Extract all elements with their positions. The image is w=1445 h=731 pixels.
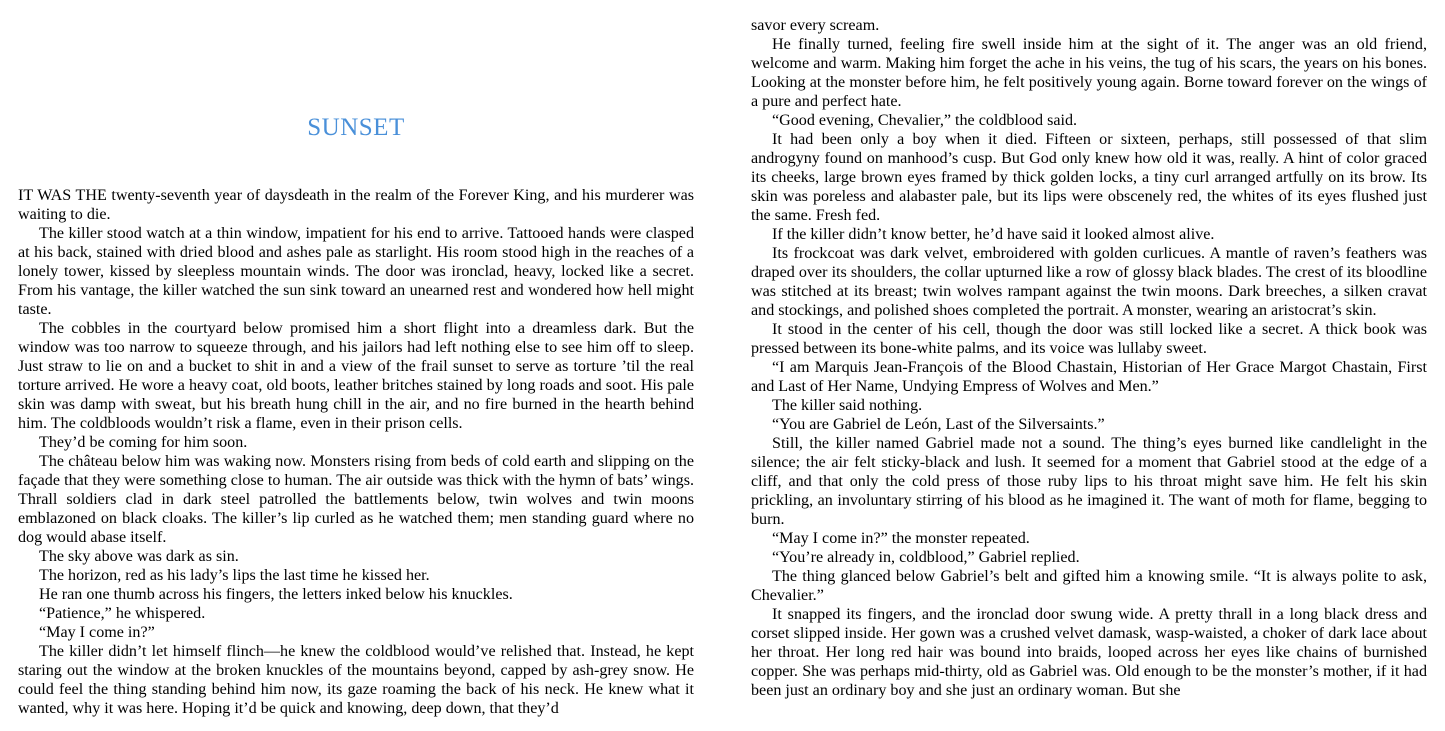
paragraph: “May I come in?” — [39, 624, 155, 641]
paragraph: “You’re already in, coldblood,” Gabriel replied. — [772, 549, 1080, 566]
paragraph: They’d be coming for him soon. — [39, 434, 248, 451]
paragraph: The horizon, red as his lady’s lips the last time he kissed her. — [39, 567, 430, 584]
paragraph: savor every scream. — [751, 17, 880, 34]
right-page — [751, 0, 1427, 731]
left-page-text — [18, 186, 694, 718]
paragraph: “I am Marquis Jean-François of the Blood Chastain, Historian of Her Grace Margot Chastain, First and Last of Her Name, Undying Empress of Wolves and Men.” — [751, 359, 1427, 395]
paragraph: The thing glanced below Gabriel’s belt and gifted him a knowing smile. “It is always polite to ask, Chevalier.” — [751, 568, 1427, 604]
paragraph: The sky above was dark as sin. — [39, 548, 239, 565]
paragraph: He finally turned, feeling fire swell inside him at the sight of it. The anger was an old friend, welcome and warm. Making him forget the ache in his veins, the tug of his scars, the years on his bones. Looking at the monster before him, he felt positively young again. Borne toward forever on the wings of a pure and perfect hate. — [751, 36, 1427, 110]
paragraph: If the killer didn’t know better, he’d have said it looked almost alive. — [772, 226, 1215, 243]
paragraph: The killer didn’t let himself flinch—he knew the coldblood would’ve relished that. Instead, he kept staring out the window at the broken knuckles of the mountains beyond, capped by ash-grey snow. He could feel the thing standing behind him now, its gaze roaming the back of his neck. He knew what it wanted, why it was here. Hoping it’d be quick and knowing, deep down, that they’d — [18, 643, 694, 717]
paragraph: The château below him was waking now. Monsters rising from beds of cold earth and slipping on the façade that they were something close to human. The air outside was thick with the hymn of bats’ wings. Thrall soldiers clad in dark steel patrolled the battlements below, twin wolves and twin moons emblazoned on black cloaks. The killer’s lip curled as he watched them; men standing guard where no dog would abase itself. — [18, 453, 694, 546]
paragraph: “You are Gabriel de León, Last of the Silversaints.” — [772, 416, 1105, 433]
paragraph: The cobbles in the courtyard below promised him a short flight into a dreamless dark. But the window was too narrow to squeeze through, and his jailors had left nothing else to see him off to sleep. Just straw to lie on and a bucket to shit in and a view of the frail sunset to serve as torture ’til the real torture arrived. He wore a heavy coat, old boots, leather britches stained by long roads and soot. His pale skin was damp with sweat, but his breath hung chill in the air, and no fire burned in the hearth behind him. The coldbloods wouldn’t risk a flame, even in their prison cells. — [18, 320, 694, 432]
chapter-title: SUNSET — [307, 114, 405, 141]
paragraph: It stood in the center of his cell, though the door was still locked like a secret. A thick book was pressed between its bone-white palms, and its voice was lullaby sweet. — [751, 321, 1427, 357]
paragraph: IT WAS THE twenty-seventh year of daysdeath in the realm of the Forever King, and his murderer was waiting to die. — [18, 187, 694, 223]
paragraph: Still, the killer named Gabriel made not a sound. The thing’s eyes burned like candlelight in the silence; the air felt sticky-black and lush. It seemed for a moment that Gabriel stood at the edge of a cliff, and that only the cold press of those ruby lips to his throat might save him. He felt his skin prickling, an involuntary stirring of his blood as he imagined it. The want of moth for flame, begging to burn. — [751, 435, 1427, 528]
paragraph: Its frockcoat was dark velvet, embroidered with golden curlicues. A mantle of raven’s feathers was draped over its shoulders, the collar upturned like a row of glossy black blades. The crest of its bloodline was stitched at its breast; twin wolves rampant against the twin moons. Dark breeches, a silken cravat and stockings, and polished shoes completed the portrait. A monster, wearing an aristocrat’s skin. — [751, 245, 1427, 319]
paragraph: The killer stood watch at a thin window, impatient for his end to arrive. Tattooed hands were clasped at his back, stained with dried blood and ashes pale as starlight. His room stood high in the reaches of a lonely tower, kissed by sleepless mountain winds. The door was ironclad, heavy, locked like a secret. From his vantage, the killer watched the sun sink toward an unearned rest and wondered how hell might taste. — [18, 225, 694, 318]
paragraph: The killer said nothing. — [772, 397, 923, 414]
right-page-text — [751, 16, 1427, 700]
left-page — [18, 0, 694, 731]
paragraph: He ran one thumb across his fingers, the letters inked below his knuckles. — [39, 586, 513, 603]
paragraph: “Good evening, Chevalier,” the coldblood said. — [772, 112, 1078, 129]
paragraph: It snapped its fingers, and the ironclad door swung wide. A pretty thrall in a long black dress and corset slipped inside. Her gown was a crushed velvet damask, wasp-waisted, a choker of dark lace about her throat. Her long red hair was bound into braids, looped across her eyes like chains of burnished copper. She was perhaps mid-thirty, old as Gabriel was. Old enough to be the monster’s mother, if it had been just an ordinary boy and she just an ordinary woman. But she — [751, 606, 1427, 699]
paragraph: It had been only a boy when it died. Fifteen or sixteen, perhaps, still possessed of that slim androgyny found on manhood’s cusp. But God only knew how old it was, really. A hint of color graced its cheeks, large brown eyes framed by thick golden locks, a tiny curl arranged artfully on its brow. Its skin was poreless and alabaster pale, but its lips were obscenely red, the whites of its eyes flushed just the same. Fresh fed. — [751, 131, 1427, 224]
paragraph: “May I come in?” the monster repeated. — [772, 530, 1030, 547]
paragraph: “Patience,” he whispered. — [39, 605, 206, 622]
